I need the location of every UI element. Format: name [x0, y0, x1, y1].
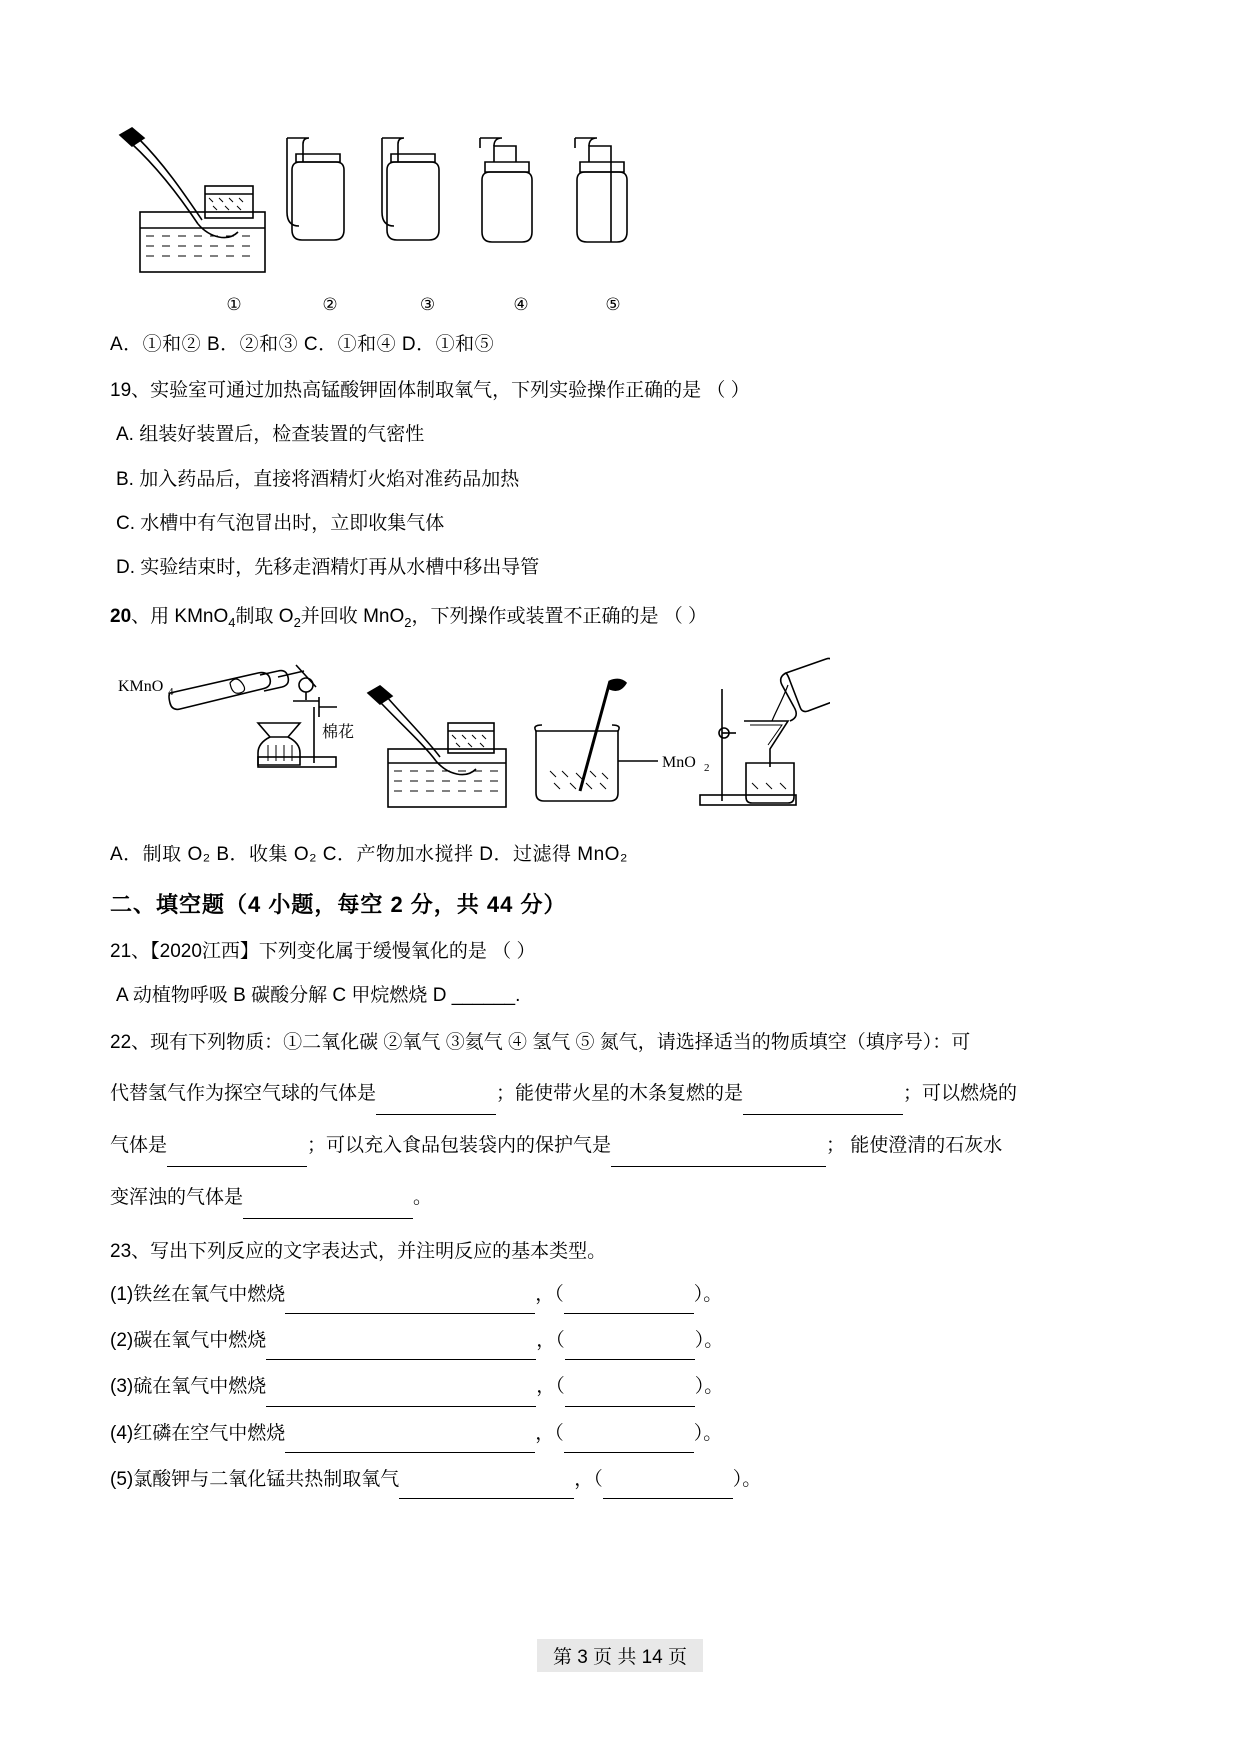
q20-number: 20	[110, 606, 132, 628]
q23-item-5	[110, 1462, 1130, 1499]
q22-text-3b: ；可以充入食品包装袋内的保护气是	[307, 1135, 612, 1157]
q19-stem: 19、实验室可通过加热高锰酸钾固体制取氧气，下列实验操作正确的是 （ ）	[110, 380, 750, 401]
q23-label-3: (3)硫在氧气中燃烧	[110, 1376, 267, 1398]
label-mno2: MnO	[662, 753, 696, 771]
q21-choices: A 动植物呼吸 B 碳酸分解 C 甲烷燃烧 D ______.	[116, 985, 521, 1007]
q19-choice-d: D. 实验结束时，先移走酒精灯再从水槽中移出导管	[116, 557, 540, 578]
page-number: 第 3 页 共 14 页	[537, 1639, 703, 1672]
q18-options: A．①和② B．②和③ C．①和④ D．①和⑤	[110, 334, 495, 355]
q23-blank-expr-4[interactable]	[285, 1416, 535, 1453]
q23-blank-type-1[interactable]	[564, 1277, 694, 1314]
q20-options: A．制取 O₂ B．收集 O₂ C．产物加水搅拌 D．过滤得 MnO₂	[110, 843, 628, 865]
q23-item-1	[110, 1277, 1130, 1314]
q20-stem	[110, 600, 1130, 635]
q22-blank-1[interactable]	[376, 1075, 496, 1115]
figure-label-1: ①	[226, 295, 242, 314]
q22-text-2b: ；能使带火星的木条复燃的是	[496, 1083, 744, 1105]
q22-line2	[110, 1075, 1130, 1115]
q22-blank-3[interactable]	[167, 1127, 307, 1167]
q22-line1: 22、现有下列物质：①二氧化碳 ②氧气 ③氦气 ④ 氢气 ⑤ 氮气，请选择适当的物质填空（填序号）：可	[110, 1032, 971, 1054]
label-kmno4-sub: 4	[168, 685, 174, 698]
q23-end-5: ）。	[732, 1468, 762, 1490]
q23-stem: 23、写出下列反应的文字表达式，并注明反应的基本类型。	[110, 1241, 607, 1263]
section-2-title: 二、填空题（4 小题，每空 2 分，共 44 分）	[110, 891, 567, 917]
q23-label-5: (5)氯酸钾与二氧化锰共热制取氧气	[110, 1468, 400, 1490]
q22-blank-4[interactable]	[611, 1127, 826, 1167]
q22-blank-2[interactable]	[743, 1075, 903, 1115]
q23-tail-1: ，（	[535, 1284, 564, 1306]
label-kmno4: KMnO	[118, 677, 164, 695]
q22-text-3c: ； 能使澄清的石灰水	[826, 1135, 1003, 1157]
figure-gas-collection-devices	[110, 120, 1130, 295]
label-cotton: 棉花	[322, 723, 355, 741]
q23-item-2	[110, 1323, 1130, 1360]
figure-1-svg	[110, 120, 730, 295]
figure-q20-devices	[110, 645, 1130, 825]
q20-sub-1: 4	[228, 615, 236, 631]
q23-end-4: ）。	[693, 1422, 723, 1444]
q20-stem-part2: 制取 O	[235, 606, 294, 628]
q22-text-2a: 代替氢气作为探空气球的气体是	[110, 1083, 377, 1105]
q22-blank-5[interactable]	[243, 1179, 413, 1219]
q19-choice-b: B. 加入药品后，直接将酒精灯火焰对准药品加热	[116, 468, 520, 490]
q23-label-4: (4)红磷在空气中燃烧	[110, 1422, 286, 1444]
figure-label-5: ⑤	[605, 295, 621, 314]
page-footer	[0, 1639, 1240, 1672]
q23-blank-expr-2[interactable]	[266, 1323, 536, 1360]
q23-blank-type-4[interactable]	[564, 1416, 694, 1453]
q23-label-1: (1)铁丝在氧气中燃烧	[110, 1284, 286, 1306]
q23-blank-expr-3[interactable]	[266, 1369, 536, 1406]
q20-stem-part1: 、用 KMnO	[131, 606, 229, 628]
q20-sub-2: 2	[293, 615, 301, 631]
q22-text-4b: 。	[413, 1187, 433, 1209]
q22-text-2c: ；可以燃烧的	[903, 1083, 1018, 1105]
figure-label-4: ④	[513, 295, 529, 314]
q23-blank-type-2[interactable]	[565, 1323, 695, 1360]
q23-tail-5: ，（	[574, 1468, 603, 1490]
q19-choice-a: A. 组装好装置后，检查装置的气密性	[116, 424, 425, 446]
q20-stem-part4: ，下列操作或装置不正确的是 （ ）	[411, 606, 708, 628]
q22-text-4a: 变浑浊的气体是	[110, 1187, 244, 1209]
q20-sub-3: 2	[404, 615, 412, 631]
figure-1-labels	[188, 295, 1130, 315]
q23-item-4	[110, 1416, 1130, 1453]
q23-end-3: ）。	[694, 1376, 724, 1398]
q21-stem: 21、【2020江西】下列变化属于缓慢氧化的是 （ ）	[110, 940, 536, 962]
q22-text-3a: 气体是	[110, 1135, 168, 1157]
figure-label-3: ③	[419, 295, 436, 314]
q22-line4	[110, 1179, 1130, 1219]
label-mno2-sub: 2	[704, 761, 710, 774]
q19-choice-c: C. 水槽中有气泡冒出时，立即收集气体	[116, 512, 445, 534]
q22-line3	[110, 1127, 1130, 1167]
q23-blank-type-5[interactable]	[603, 1462, 733, 1499]
figure-2-svg	[110, 645, 830, 825]
q20-stem-part3: 并回收 MnO	[300, 606, 405, 628]
q23-blank-type-3[interactable]	[565, 1369, 695, 1406]
q23-item-3	[110, 1369, 1130, 1406]
q23-end-2: ）。	[694, 1330, 724, 1352]
q23-tail-3: ，（	[536, 1376, 565, 1398]
q23-blank-expr-5[interactable]	[399, 1462, 574, 1499]
figure-label-2: ②	[322, 295, 338, 314]
q23-tail-2: ，（	[536, 1330, 565, 1352]
q23-blank-expr-1[interactable]	[285, 1277, 535, 1314]
q23-label-2: (2)碳在氧气中燃烧	[110, 1330, 267, 1352]
q23-end-1: ）。	[693, 1284, 723, 1306]
q23-tail-4: ，（	[535, 1422, 564, 1444]
